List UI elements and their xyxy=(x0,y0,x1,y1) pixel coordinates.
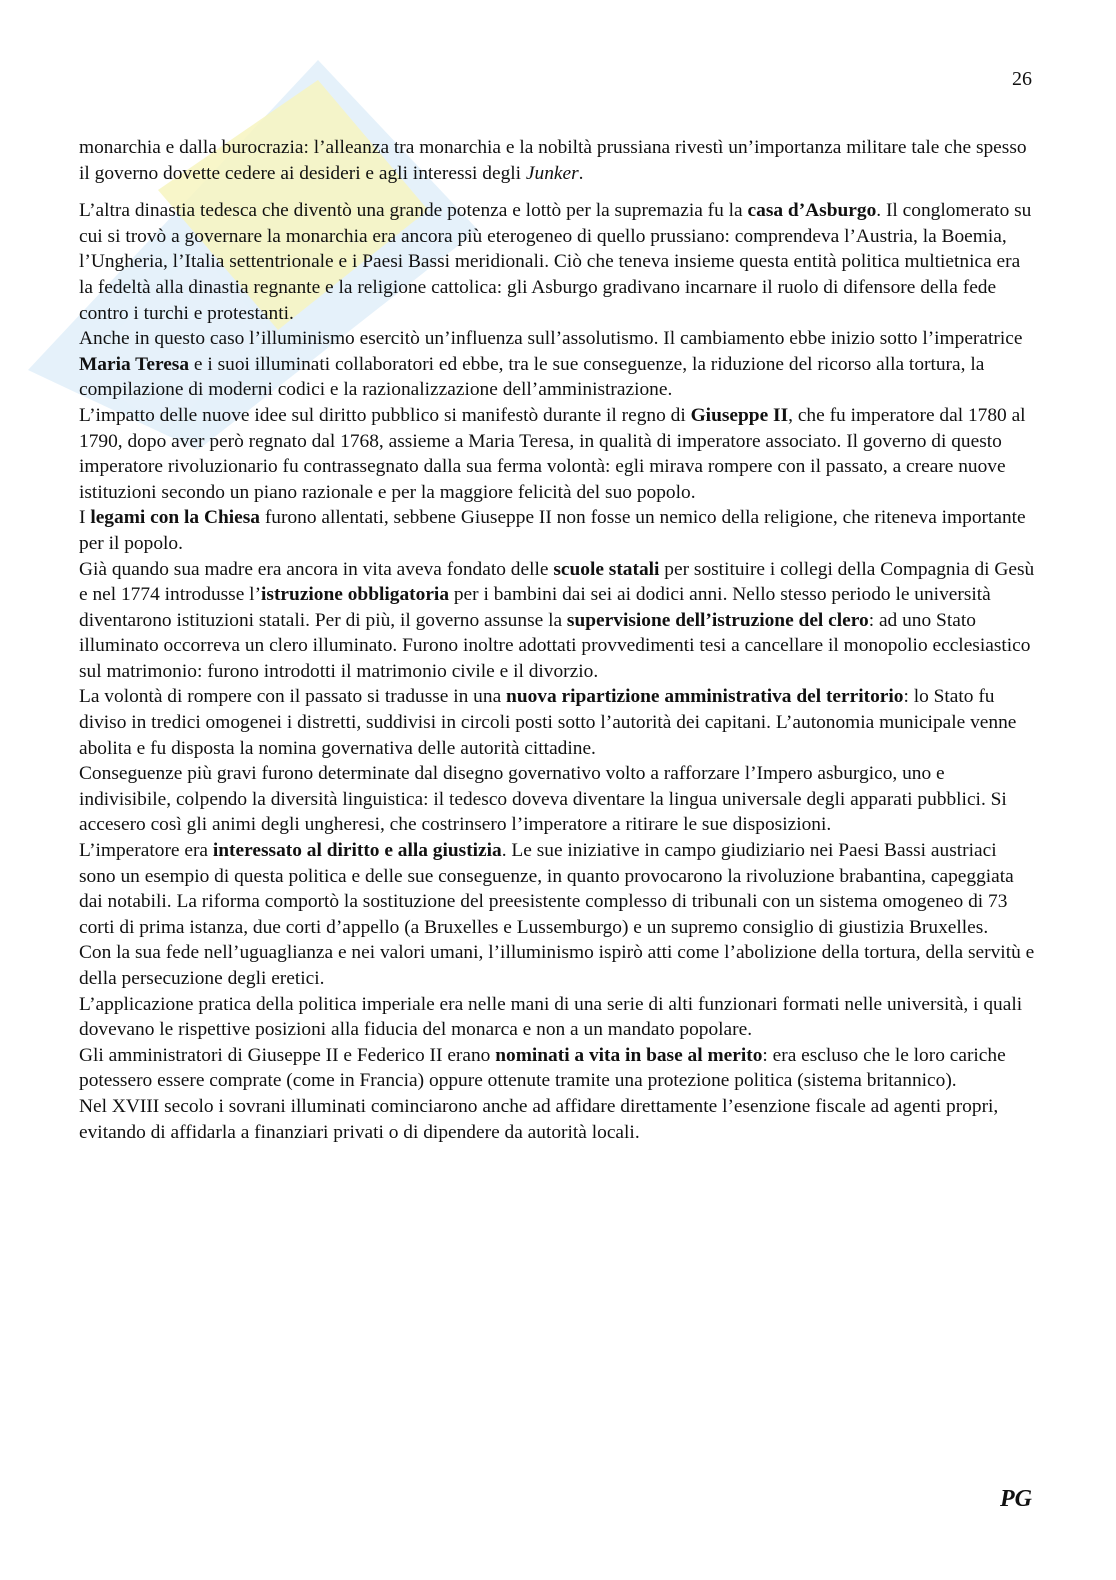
text-run: Nel XVIII secolo i sovrani illuminati cominciarono anche ad affidare direttamente l’esenzione fiscale ad agenti propri, evitando di affidarla a finanziari privati o di dipendere da autorità locali. xyxy=(79,1095,999,1143)
text-run: per i bambini dai sei ai dodici anni. Nello stesso periodo le università diventarono istituzioni statali. Per di più, il governo assunse la xyxy=(79,584,991,631)
bold-term: supervisione dell’istruzione del clero xyxy=(566,609,869,631)
paragraph xyxy=(79,403,1037,505)
paragraph xyxy=(79,992,1037,1043)
bold-term: nominati a vita in base al merito xyxy=(495,1044,763,1066)
text-run: Con la sua fede nell’uguaglianza e nei valori umani, l’illuminismo ispirò atti come l’abolizione della tortura, della servitù e della persecuzione degli eretici. xyxy=(79,942,1035,989)
paragraph xyxy=(79,198,1037,326)
italic-term: Junker xyxy=(525,162,579,184)
text-run: monarchia e dalla burocrazia: l’alleanza tra monarchia e la nobiltà prussiana rivestì un’importanza militare tale che spesso il governo dovette cedere ai desideri e agli interessi degli xyxy=(79,137,1027,184)
text-run: L’imperatore era xyxy=(79,840,213,862)
bold-term: interessato al diritto e alla giustizia xyxy=(212,840,502,862)
text-run: L’applicazione pratica della politica imperiale era nelle mani di una serie di alti funzionari formati nelle università, i quali dovevano le rispettive posizioni alla fiducia del monarca e non a un mandato popolare. xyxy=(79,993,1023,1041)
text-run: Gli amministratori di Giuseppe II e Federico II erano xyxy=(79,1044,496,1066)
text-run: , che fu imperatore dal 1780 al 1790, dopo aver però regnato dal 1768, assieme a Maria Teresa, in qualità di imperatore associato. Il governo di questo imperatore rivoluzionario fu contrassegnato dalla sua ferma volontà: egli mirava rompere con il passato, a creare nuove istituzioni secondo un piano razionale e per la maggiore felicità del suo popolo. xyxy=(79,404,1026,503)
bold-term: istruzione obbligatoria xyxy=(261,584,450,606)
text-run: I xyxy=(79,507,91,529)
text-run: e i suoi illuminati collaboratori ed ebbe, tra le sue conseguenze, la riduzione del ricorso alla tortura, la compilazione di moderni codici e la razionalizzazione dell’amministrazione. xyxy=(79,353,985,401)
text-run: . Le sue iniziative in campo giudiziario nei Paesi Bassi austriaci sono un esempio di questa politica e delle sue conseguenze, in quanto provocarono la rivoluzione brabantina, capeggiata dai notabili. La riforma comportò la sostituzione del preesistente complesso di tribunali con un sistema omogeneo di 73 corti di prima istanza, due corti d’appello (a Bruxelles e Lussemburgo) e un supremo consiglio di giustizia Bruxelles. xyxy=(79,840,1014,938)
bold-term: legami con la Chiesa xyxy=(90,507,260,529)
paragraph xyxy=(79,940,1037,991)
paragraph xyxy=(79,761,1037,838)
signature: PG xyxy=(1000,1486,1032,1512)
bold-term: casa d’Asburgo xyxy=(747,200,877,222)
document-body xyxy=(79,135,1037,1145)
text-run: furono allentati, sebbene Giuseppe II non fosse un nemico della religione, che riteneva importante per il popolo. xyxy=(79,507,1026,554)
text-run: . Il conglomerato su cui si trovò a governare la monarchia era ancora più eterogeneo di quello prussiano: comprendeva l’Austria, la Boemia, l’Ungheria, l’Italia settentrionale e i Paesi Bassi meridionali. Ciò che teneva insieme questa entità politica multietnica era la fedeltà alla dinastia regnante e la religione cattolica: gli Asburgo gradivano incarnare il ruolo di difensore della fede contro i turchi e protestanti. xyxy=(79,200,1032,324)
text-run: : era escluso che le loro cariche potessero essere comprate (come in Francia) oppure ottenute tramite una protezione politica (sistema britannico). xyxy=(79,1044,1006,1092)
paragraph xyxy=(79,505,1037,556)
paragraph xyxy=(79,557,1037,685)
bold-term: nuova ripartizione amministrativa del territorio xyxy=(506,686,904,708)
paragraph xyxy=(79,326,1037,403)
paragraph xyxy=(79,1094,1037,1145)
text-run: : ad uno Stato illuminato occorreva un clero illuminato. Furono inoltre adottati provvedimenti tesi a cancellare il monopolio ecclesiastico sul matrimonio: furono introdotti il matrimonio civile e il divorzio. xyxy=(79,609,1031,682)
bold-term: scuole statali xyxy=(553,558,660,580)
text-run: per sostituire i collegi della Compagnia di Gesù e nel 1774 introdusse l’ xyxy=(79,558,1035,606)
text-run: : lo Stato fu diviso in tredici omogenei i distretti, suddivisi in circoli posti sotto l’autorità dei capitani. L’autonomia municipale venne abolita e fu disposta la nomina governativa delle autorità cittadine. xyxy=(79,686,1017,759)
text-run: . xyxy=(578,162,584,184)
text-run: L’impatto delle nuove idee sul diritto pubblico si manifestò durante il regno di xyxy=(79,404,691,426)
paragraph xyxy=(79,1043,1037,1094)
text-run: Già quando sua madre era ancora in vita aveva fondato delle xyxy=(79,558,554,580)
bold-term: Maria Teresa xyxy=(79,353,190,375)
page-number: 26 xyxy=(1012,68,1032,90)
text-run: Anche in questo caso l’illuminismo esercitò un’influenza sull’assolutismo. Il cambiamento ebbe inizio sotto l’imperatrice xyxy=(79,328,1023,350)
paragraph xyxy=(79,684,1037,761)
text-run: L’altra dinastia tedesca che diventò una grande potenza e lottò per la supremazia fu la xyxy=(79,200,748,222)
paragraph xyxy=(79,135,1037,186)
text-run: Conseguenze più gravi furono determinate dal disegno governativo volto a rafforzare l’Impero asburgico, uno e indivisibile, colpendo la diversità linguistica: il tedesco doveva diventare la lingua universale degli apparati pubblici. Si accesero così gli animi degli ungheresi, che costrinsero l’imperatore a ritirare le sue disposizioni. xyxy=(79,763,1007,836)
text-run: La volontà di rompere con il passato si tradusse in una xyxy=(79,686,507,708)
bold-term: Giuseppe II xyxy=(690,404,789,426)
paragraph xyxy=(79,838,1037,940)
